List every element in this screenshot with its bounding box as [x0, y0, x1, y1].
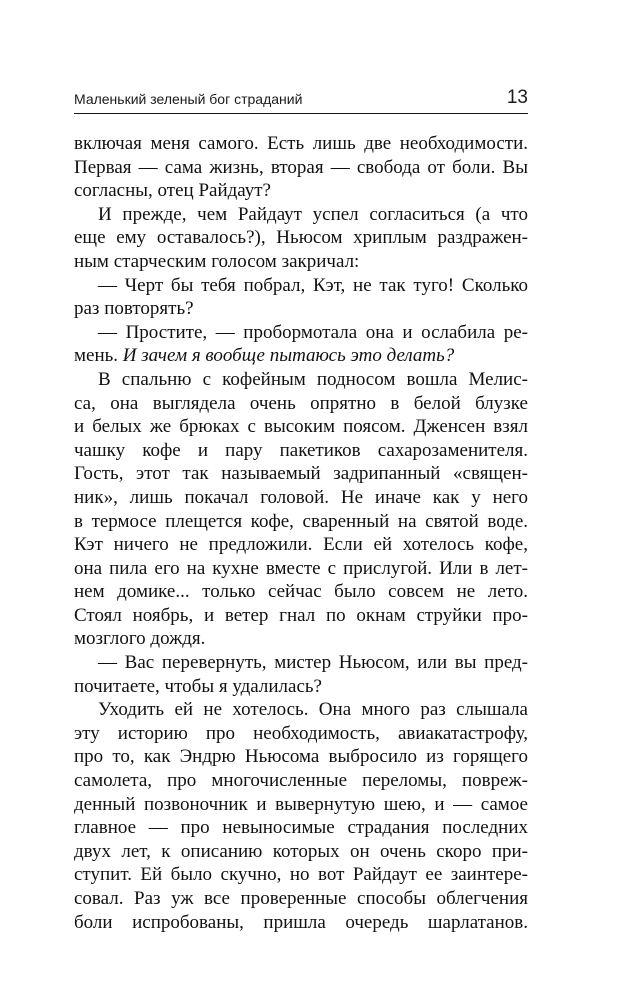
text-line: мозглого дождя.	[74, 628, 206, 650]
text-line: двух лет, к описанию которых он очень скоро при-	[74, 840, 528, 862]
text-line: Стоял ноябрь, и ветер гнал по окнам струйки про-	[74, 604, 528, 626]
text-line: Первая — сама жизнь, вторая — свобода от боли. Вы	[74, 156, 528, 178]
paragraph	[74, 651, 528, 698]
text-line: раз повторять?	[74, 298, 194, 320]
text-line: главное — про невыносимые страдания последних	[74, 817, 528, 839]
running-header-title: Маленький зеленый бог страданий	[74, 91, 303, 107]
text-line: са, она выглядела очень опрятно в белой блузке	[74, 392, 528, 414]
text-line: денный позвоночник и вывернутую шею, и — самое	[74, 793, 528, 815]
text-line: Уходить ей не хотелось. Она много раз слышала	[98, 699, 528, 721]
text-line: ным старческим голосом закричал:	[74, 250, 360, 272]
text-line: ступит. Ей было скучно, но вот Райдаут ее заинтере-	[74, 864, 528, 886]
paragraph	[74, 203, 528, 274]
italic-thought: И зачем я вообще пытаюсь это делать?	[122, 345, 455, 367]
text-line: — Простите, — пробормотала она и ослабила ре-	[98, 321, 528, 343]
text-line: согласны, отец Райдаут?	[74, 180, 271, 202]
text-line: еще ему оставалось?), Ньюсом хриплым раздражен-	[74, 227, 528, 249]
text-line: почитаете, чтобы я удалилась?	[74, 675, 322, 697]
text-line: — Черт бы тебя побрал, Кэт, не так туго! Сколько	[98, 274, 528, 296]
text-line: нем домике... только сейчас было совсем не лето.	[74, 581, 528, 603]
text-line: эту историю про необходимость, авиакатастрофу,	[74, 722, 528, 744]
text-line	[74, 344, 528, 368]
page-number: 13	[506, 87, 528, 108]
text-line: включая меня самого. Есть лишь две необходимости.	[74, 133, 528, 154]
paragraph	[74, 274, 528, 321]
text-line: В спальню с кофейным подносом вошла Мелис-	[98, 368, 528, 390]
paragraph	[74, 698, 528, 934]
paragraph	[74, 321, 528, 368]
body-text	[74, 132, 528, 934]
text-line: в термосе плещется кофе, сваренный на святой воде.	[74, 510, 528, 532]
paragraph	[74, 132, 528, 203]
text-fragment: мень.	[74, 345, 123, 367]
text-line: Гость, этот так называемый задрипанный «священ-	[74, 463, 528, 485]
text-line: она пила его на кухне вместе с прислугой. Или в лет-	[74, 557, 528, 579]
text-line: Кэт ничего не предложили. Если ей хотелось кофе,	[74, 534, 528, 556]
text-line: и белых же брюках с высоким поясом. Дженсен взял	[74, 416, 528, 438]
text-line: совал. Раз уж все проверенные способы облегчения	[74, 888, 528, 909]
text-line: боли испробованы, пришла очередь шарлатанов.	[74, 911, 528, 933]
text-line: — Вас перевернуть, мистер Ньюсом, или вы пред-	[98, 652, 528, 674]
text-line: ник», лишь покачал головой. Не иначе как у него	[74, 486, 528, 508]
text-line: чашку кофе и пару пакетиков сахарозаменителя.	[74, 439, 528, 461]
text-line: про то, как Эндрю Ньюсома выбросило из горящего	[74, 746, 528, 768]
paragraph	[74, 368, 528, 651]
text-line: И прежде, чем Райдаут успел согласиться (а что	[98, 203, 528, 225]
text-line: самолета, про многочисленные переломы, повреж-	[74, 770, 528, 792]
header-rule	[74, 113, 528, 114]
